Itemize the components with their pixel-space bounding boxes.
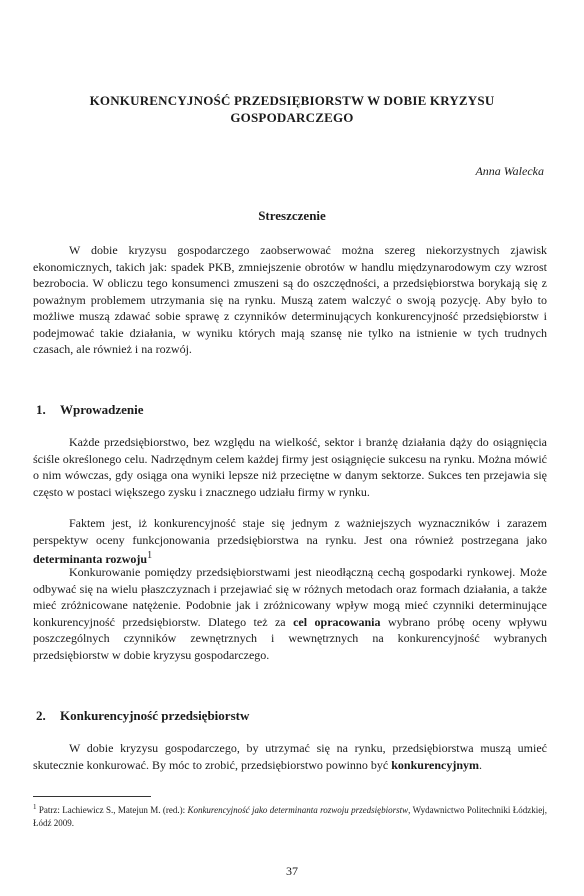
footnote-divider bbox=[33, 796, 151, 797]
section-2-heading bbox=[36, 708, 249, 724]
paragraph-text: Konkurowanie pomiędzy przedsiębiorstwami jest nieodłączną cechą gospodarki rynkowej. Może odbywać się na wielu płaszczyznach i przejawiać się w różnych metodach oraz formach działania, a także mieć zróżnicowane natężenie. Podobnie jak i zróżnicowany wpływ mogą mieć czynniki determinujące konkurencyjność przedsiębiorstw. Dlatego też za bbox=[33, 565, 547, 629]
bold-phrase: konkurencyjnym bbox=[391, 757, 480, 772]
paragraph-text: Faktem jest, iż konkurencyjność staje się jednym z ważniejszych wyznaczników i zarazem perspektyw oceny funkcjonowania przedsiębiorstwa na rynku. Jest ona również postrzegana jako bbox=[33, 516, 547, 547]
paragraph-text: wybrano próbę oceny wpływu poszczególnych czynników zewnętrznych i wewnętrznych na konkurencyjność wybranych przedsiębiorstw w dobie kryzysu gospodarczego. bbox=[33, 614, 547, 662]
bold-phrase: cel opracowania bbox=[293, 614, 381, 629]
section-title: Wprowadzenie bbox=[60, 402, 144, 417]
author-name: Anna Walecka bbox=[475, 164, 544, 178]
section-1-paragraph-2 bbox=[33, 515, 547, 568]
footnote-reference[interactable]: 1 bbox=[147, 550, 153, 561]
section-1-heading bbox=[36, 402, 144, 418]
paragraph-text: . bbox=[479, 757, 483, 772]
section-number: 2. bbox=[36, 708, 46, 723]
section-number: 1. bbox=[36, 402, 46, 417]
section-1-paragraph-1: Każde przedsiębiorstwo, bez względu na wielkość, sektor i branżę działania dąży do osiągnięcia ściśle określonego celu. Nadrzędnym celem każdej firmy jest osiągnięcie sukcesu na rynku. Można mówić o nim wówczas, gdy osiąga ona wyniki lepsze niż przeciętne w danym sektorze. Sukces ten przejawia się często w postaci większego zysku i znacznego udziału firmy w rynku. bbox=[33, 435, 547, 499]
section-2-paragraph-1 bbox=[33, 740, 547, 773]
bold-phrase: determinanta rozwoju bbox=[33, 552, 148, 566]
abstract-paragraph: W dobie kryzysu gospodarczego zaobserwować można szereg niekorzystnych zjawisk ekonomicznych, takich jak: spadek PKB, zmniejszenie obrotów w handlu międzynarodowym czy wzrost bezrobocia. W obliczu tego konsumenci zmuszeni są do oszczędności, a przedsiębiorstwa borykają się z poważnym problemem utrzymania się na rynku. Muszą zatem walczyć o swoją pozycję. Aby było to możliwe muszą zdawać sobie sprawę z czynników determinujących konkurencyjność przedsiębiorstw i podejmować takie działania, w wyniku których mają szansę nie tylko na istnienie w tych trudnych czasach, ale również i na rozwój. bbox=[33, 243, 547, 356]
section-1-paragraph-3 bbox=[33, 564, 547, 663]
paragraph-text: W dobie kryzysu gospodarczego, by utrzymać się na rynku, przedsiębiorstwa muszą umieć skutecznie konkurować. By móc to zrobić, przedsiębiorstwo powinno być bbox=[33, 741, 547, 772]
paper-title: KONKURENCYJNOŚĆ PRZEDSIĘBIORSTW W DOBIE KRYZYSU GOSPODARCZEGO bbox=[89, 93, 495, 125]
footnote bbox=[33, 801, 547, 830]
footnote-text: Patrz: Lachiewicz S., Matejun M. (red.): bbox=[36, 805, 188, 815]
footnote-book-title: Konkurencyjność jako determinanta rozwoju przedsiębiorstw bbox=[187, 805, 409, 815]
abstract-heading: Streszczenie bbox=[258, 208, 326, 223]
footnote-text: , Wydawnictwo Politechniki Łódzkiej, Łódź 2009. bbox=[33, 805, 547, 828]
footnote-mark: 1 bbox=[33, 803, 37, 811]
page-number: 37 bbox=[286, 864, 298, 878]
section-title: Konkurencyjność przedsiębiorstw bbox=[60, 708, 250, 723]
